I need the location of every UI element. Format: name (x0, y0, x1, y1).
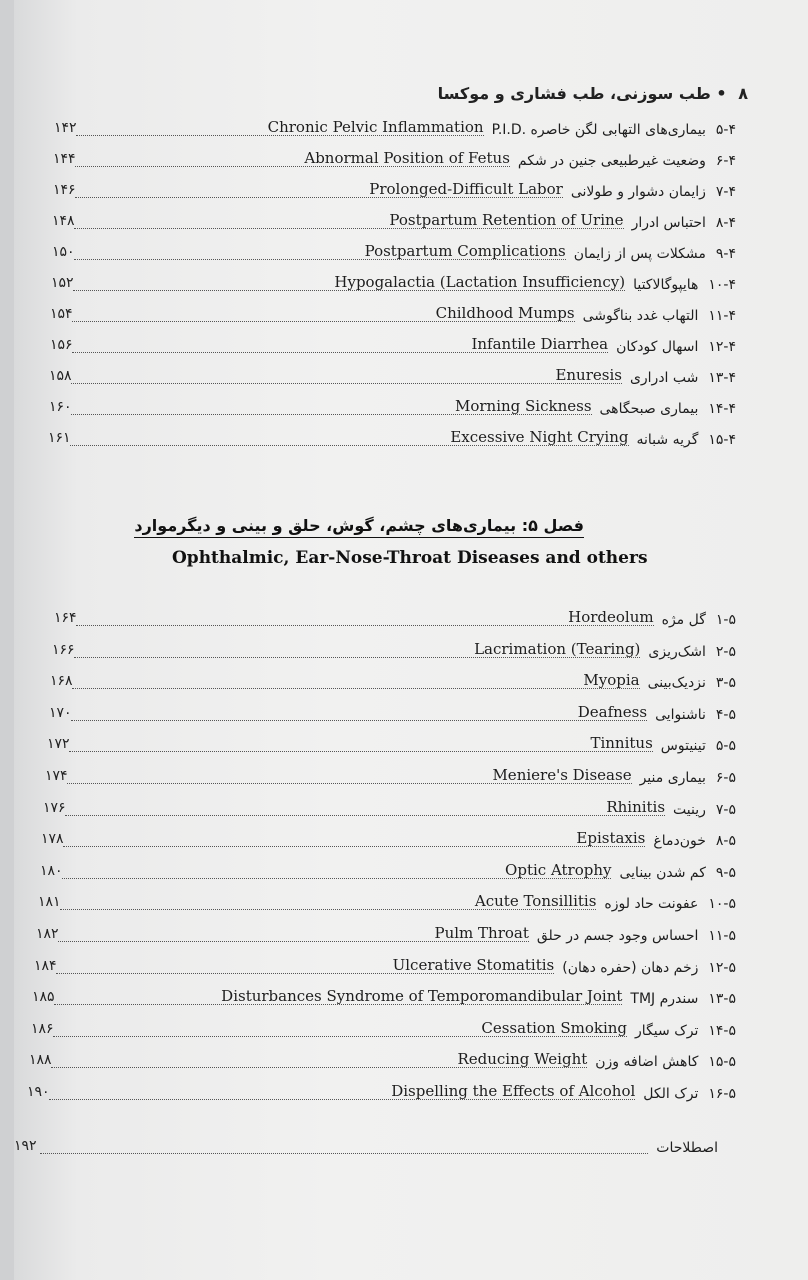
toc-page-number: ۱۶۸ (50, 673, 73, 690)
toc-page-number: ۱۴۲ (54, 120, 77, 136)
toc-item-title-fa: ترک سیگار (635, 1022, 699, 1039)
toc-item-title-fa: گل مژه (661, 612, 706, 628)
toc-title-en-text: Infantile Diarrhea (471, 335, 609, 353)
toc-entry (14, 954, 808, 978)
toc-item-number: ۵-۴ (715, 122, 736, 138)
toc-item-number: ۹-۵ (715, 864, 736, 881)
toc-page-number: ۱۸۱ (38, 894, 61, 911)
toc-title-en (76, 120, 484, 136)
toc-item-number: ۱۳-۵ (708, 991, 736, 1008)
toc-item-number: ۶-۵ (715, 770, 736, 786)
toc-title-fa (633, 277, 736, 293)
toc-page-number: ۱۹۰ (27, 1084, 50, 1100)
toc-item-title-fa: احساس وجود جسم در حلق (536, 928, 699, 944)
toc-item-number: ۱۱-۴ (708, 308, 736, 324)
toc-title-fa (673, 802, 736, 818)
toc-title-fa (630, 370, 736, 386)
toc-title-en-text: Disturbances Syndrome of Temporomandibular Joint (221, 987, 623, 1006)
toc-item-number: ۶-۴ (715, 153, 736, 169)
toc-item-title-fa: گریه شبانه (636, 432, 699, 448)
toc-item-number: ۱۱-۵ (708, 928, 736, 944)
toc-title-en-text: Myopia (583, 671, 640, 690)
toc-title-en-text: Abnormal Position of Fetus (304, 149, 510, 167)
toc-item-number: ۱۴-۵ (708, 1022, 736, 1039)
toc-page-number: ۱۸۶ (31, 1020, 54, 1037)
toc-title-fa (637, 432, 737, 448)
toc-title-en (63, 831, 645, 847)
toc-entry (14, 395, 808, 419)
toc-item-title-fa: سندرم TMJ (630, 991, 699, 1008)
toc-title-en (58, 926, 529, 942)
toc-title-fa (600, 401, 736, 417)
toc-item-title-fa: کم شدن بینایی (619, 864, 706, 881)
toc-title-en (71, 368, 622, 384)
toc-title-en-text: Rhinitis (606, 797, 666, 816)
toc-page-number: ۱۶۴ (54, 610, 77, 626)
toc-page-number: ۱۸۰ (40, 862, 63, 879)
toc-title-fa (616, 339, 736, 355)
toc-title-en-text: Meniere's Disease (492, 766, 632, 784)
toc-title-en (75, 151, 510, 167)
toc-title-fa (518, 153, 736, 169)
toc-item-title-fa: رینیت (673, 801, 706, 818)
toc-title-en-text: Childhood Mumps (435, 304, 575, 322)
toc-item-number: ۸-۵ (715, 833, 736, 850)
toc-title-fa (635, 1023, 736, 1039)
toc-title-en-text: Enuresis (555, 366, 622, 384)
toc-title-en-text: Ulcerative Stomatitis (392, 955, 555, 974)
toc-entry (14, 333, 808, 357)
toc-title-en (72, 673, 640, 689)
toc-item-title-fa: شب ادراری (629, 370, 699, 386)
header-title: طب سوزنی، طب فشاری و موکسا (437, 84, 711, 103)
toc-title-en-text: Hypogalactia (Lactation Insufficiency) (334, 273, 626, 291)
toc-item-number: ۵-۵ (715, 738, 736, 755)
toc-item-number: ۲-۵ (715, 643, 736, 660)
toc-title-fa (619, 865, 736, 881)
toc-page-number: ۱۵۴ (50, 306, 73, 322)
toc-page-number: ۱۶۶ (52, 641, 75, 658)
toc-title-en (56, 955, 555, 974)
toc-item-number: ۱۲-۵ (708, 959, 736, 976)
header-bullet: • (716, 84, 727, 103)
toc-title-en (74, 244, 566, 260)
toc-title-fa (537, 928, 736, 944)
toc-title-en (72, 306, 575, 322)
toc-title-en (51, 1052, 587, 1068)
toc-item-number: ۱۳-۴ (708, 370, 736, 386)
toc-item-title-fa: بیماری منیر (639, 770, 706, 786)
toc-title-en (62, 860, 612, 879)
toc-page-number: ۱۷۰ (49, 704, 72, 721)
toc-item-title-fa: مشکلات پس از زایمان (573, 246, 706, 262)
toc-title-en-text: Acute Tonsillitis (474, 892, 597, 911)
toc-entry (14, 701, 808, 725)
toc-item-number: ۷-۴ (715, 184, 736, 200)
toc-item-number: ۸-۴ (715, 215, 736, 231)
toc-entry (14, 638, 808, 662)
toc-title-fa (583, 308, 736, 324)
toc-page-number: ۱۴۶ (53, 182, 76, 198)
toc-page-number: ۱۸۲ (36, 926, 59, 942)
toc-item-title-fa: ترک الکل (643, 1086, 699, 1102)
toc-item-number: ۱۴-۴ (708, 401, 736, 417)
toc-page-number: ۱۸۸ (29, 1052, 52, 1069)
toc-page-number: ۱۷۴ (45, 768, 68, 784)
book-page (14, 0, 808, 1280)
toc-title-fa (662, 612, 736, 628)
toc-title-fa (640, 770, 736, 786)
toc-title-fa: اصطلاحات (656, 1140, 718, 1156)
chapter-5-title-fa: فصل ۵: بیماری‌های چشم، گوش، حلق و بینی و دیگرموارد (134, 516, 584, 538)
toc-title-fa (574, 246, 736, 262)
toc-title-fa (595, 1054, 736, 1070)
toc-entry-glossary (14, 1134, 808, 1158)
toc-title-en-text: Morning Sickness (454, 397, 592, 415)
toc-entry (14, 240, 808, 264)
toc-entry (14, 985, 808, 1009)
toc-item-number: ۷-۵ (715, 801, 736, 818)
toc-page-number: ۱۷۸ (41, 831, 64, 848)
toc-page-number: ۱۵۲ (51, 275, 74, 291)
toc-item-title-fa: ناشنوایی (655, 706, 706, 723)
toc-entry (14, 606, 808, 630)
toc-title-en (76, 610, 654, 626)
toc-title-en (65, 797, 666, 816)
chapter-5-title-en: Ophthalmic, Ear-Nose-Throat Diseases and others (172, 548, 648, 568)
toc-item-number: ۹-۴ (715, 246, 736, 262)
toc-title-en (72, 337, 608, 353)
toc-page-number: ۱۷۶ (43, 799, 66, 816)
toc-title-fa (562, 960, 736, 976)
toc-leader (40, 1153, 648, 1154)
toc-title-en (73, 275, 625, 291)
toc-page-number: ۱۵۶ (50, 337, 73, 353)
toc-entry (14, 764, 808, 788)
toc-item-title-fa: زایمان دشوار و طولانی (570, 184, 706, 200)
toc-item-title-fa: زخم دهان (حفره دهان) (562, 959, 699, 976)
toc-page-number: ۱۶۱ (48, 430, 71, 446)
header-page-number: ٨ (738, 84, 748, 103)
toc-title-fa (632, 215, 736, 231)
toc-title-en-text: Postpartum Retention of Urine (389, 211, 624, 229)
toc-title-fa (653, 833, 736, 849)
toc-item-number: ۱-۵ (715, 612, 736, 628)
toc-page-number: ۱۹۲ (14, 1138, 37, 1154)
toc-title-fa (571, 184, 736, 200)
toc-page-number: ۱۵۸ (49, 368, 72, 384)
toc-title-en (71, 399, 592, 415)
toc-item-number: ۱۰-۵ (708, 896, 736, 913)
toc-item-number: ۱۵-۵ (708, 1054, 736, 1071)
toc-page-number: ۱۶۰ (49, 399, 72, 415)
toc-title-en (69, 736, 653, 752)
toc-title-en-text: Hordeolum (568, 608, 654, 626)
toc-title-en-text: Epistaxis (576, 829, 646, 848)
toc-item-title-fa: بیماری صبحگاهی (599, 401, 699, 417)
toc-item-title-fa: تینیتوس (660, 738, 706, 755)
toc-entry (14, 890, 808, 914)
toc-page-number: ۱۸۴ (34, 957, 57, 974)
toc-item-title-fa: اسهال کودکان (616, 339, 699, 355)
toc-title-en-text: Lacrimation (Tearing) (474, 639, 641, 658)
toc-item-title-fa: بیماری‌های التهابی لگن خاصره .P.I.D (491, 122, 706, 138)
toc-page-number: ۱۴۸ (52, 213, 75, 229)
toc-item-title-fa: کاهش اضافه وزن (595, 1054, 699, 1071)
toc-title-fa (630, 991, 736, 1007)
toc-title-en (67, 768, 632, 784)
toc-title-fa (661, 738, 736, 754)
toc-entry (14, 922, 808, 946)
toc-page-number: ۱۸۵ (32, 989, 55, 1006)
toc-item-title-fa: هایپوگالاکتیا (633, 277, 699, 293)
toc-entry (14, 669, 808, 693)
toc-entry (14, 426, 808, 450)
toc-title-en (70, 430, 629, 446)
toc-entry (14, 364, 808, 388)
toc-entry (14, 302, 808, 326)
toc-title-fa (655, 707, 736, 723)
toc-title-en-text: Reducing Weight (457, 1050, 588, 1069)
toc-page-number: ۱۵۰ (52, 244, 75, 260)
toc-title-fa (604, 896, 736, 912)
toc-item-number: ۱۰-۴ (708, 277, 736, 293)
toc-title-en-text: Cessation Smoking (481, 1018, 628, 1037)
toc-title-en-text: Tinnitus (590, 734, 653, 753)
toc-item-title-fa: التهاب غدد بناگوشی (582, 308, 699, 324)
toc-item-title-fa: اشک‌ریزی (648, 643, 706, 660)
toc-entry (14, 1048, 808, 1072)
toc-title-fa (492, 122, 736, 138)
toc-title-en-text: Deafness (577, 702, 648, 721)
toc-page-number: ۱۷۲ (47, 736, 70, 753)
toc-title-en (60, 894, 596, 910)
toc-entry (14, 827, 808, 851)
running-header (438, 84, 748, 103)
toc-title-en-text: Postpartum Complications (364, 242, 566, 260)
toc-entry (14, 116, 808, 140)
toc-title-fa (643, 1086, 736, 1102)
toc-title-en-text: Chronic Pelvic Inflammation (267, 118, 484, 136)
toc-title-en (74, 639, 641, 658)
toc-title-en (71, 702, 648, 721)
toc-entry (14, 732, 808, 756)
toc-item-title-fa: احتباس ادرار (631, 215, 706, 231)
toc-item-number: ۴-۵ (715, 706, 736, 723)
toc-title-fa (648, 675, 736, 691)
toc-title-en-text: Excessive Night Crying (450, 428, 629, 446)
toc-entry (14, 859, 808, 883)
toc-entry (14, 1017, 808, 1041)
toc-title-en (75, 182, 563, 198)
toc-entry (14, 209, 808, 233)
toc-item-title-fa: نزدیک‌بینی (647, 675, 706, 692)
toc-title-en-text: Dispelling the Effects of Alcohol (391, 1082, 636, 1100)
toc-entry (14, 147, 808, 171)
toc-title-en (53, 1018, 628, 1037)
toc-entry (14, 271, 808, 295)
toc-item-number: ۱۵-۴ (708, 432, 736, 448)
toc-title-en (54, 989, 622, 1005)
toc-item-number: ۱۲-۴ (708, 339, 736, 355)
toc-title-fa (648, 644, 736, 660)
toc-title-en (49, 1084, 635, 1100)
toc-entry (14, 1080, 808, 1104)
toc-title-en-text: Prolonged-Difficult Labor (369, 180, 563, 198)
toc-item-title-fa: وضعیت غیرطبیعی جنین در شکم (517, 153, 706, 169)
toc-title-en-text: Pulm Throat (434, 924, 529, 942)
toc-item-title-fa: عفونت حاد لوزه (604, 896, 699, 913)
toc-entry (14, 796, 808, 820)
toc-page-number: ۱۴۴ (53, 151, 76, 167)
toc-item-number: ۱۶-۵ (708, 1086, 736, 1102)
toc-entry (14, 178, 808, 202)
toc-item-number: ۳-۵ (715, 675, 736, 692)
toc-title-en (74, 213, 624, 229)
toc-title-en-text: Optic Atrophy (505, 860, 612, 879)
toc-item-title-fa: خون‌دماغ (653, 833, 706, 850)
